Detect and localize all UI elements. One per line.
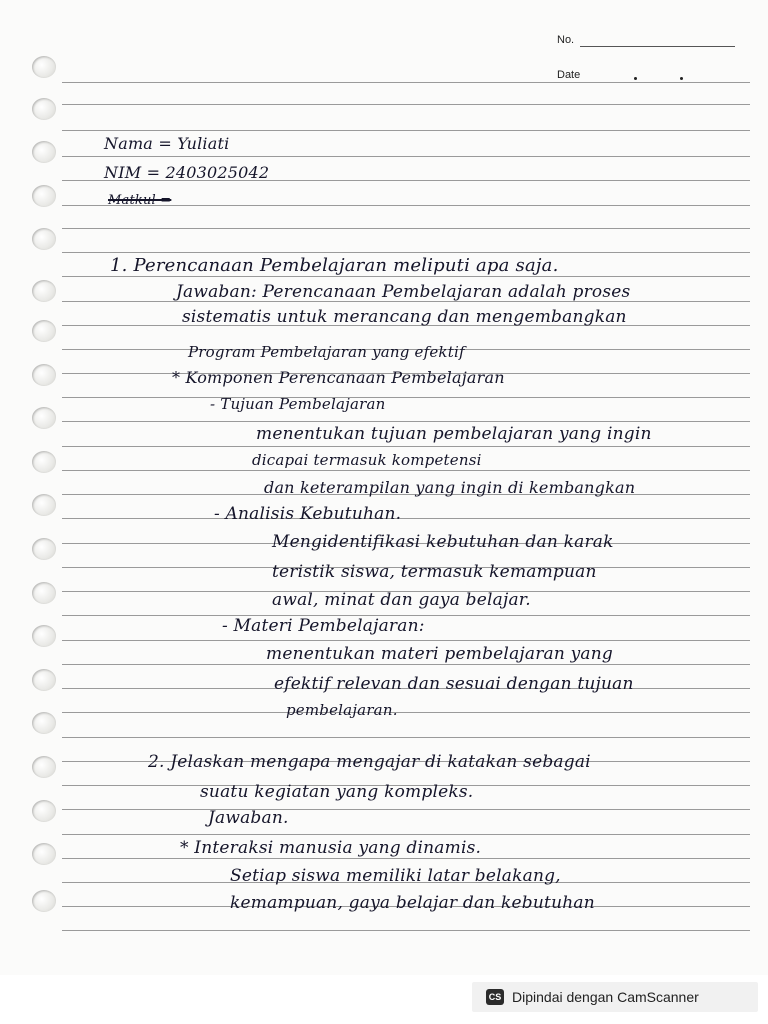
date-dot — [680, 77, 683, 80]
binder-hole — [32, 228, 56, 250]
ruled-line — [62, 421, 750, 422]
binder-hole — [32, 141, 56, 163]
ruled-line — [62, 252, 750, 253]
ruled-line — [62, 834, 750, 835]
ruled-line — [62, 104, 750, 105]
binder-hole — [32, 712, 56, 734]
student-name: Nama = Yuliati — [104, 134, 230, 153]
binder-hole — [32, 582, 56, 604]
question-2: 2. Jelaskan mengapa mengajar di katakan sebagai — [148, 752, 591, 772]
answer-line: teristik siswa, termasuk kemampuan — [272, 562, 597, 582]
binder-hole — [32, 98, 56, 120]
camscanner-label: Dipindai dengan CamScanner — [512, 989, 699, 1005]
ruled-line — [62, 397, 750, 398]
ruled-line — [62, 518, 750, 519]
answer-line: dicapai termasuk kompetensi — [252, 451, 482, 469]
camscanner-watermark — [472, 982, 758, 1012]
ruled-line — [62, 130, 750, 131]
binder-hole — [32, 625, 56, 647]
ruled-line — [62, 82, 750, 83]
course-label: Matkul = — [108, 193, 172, 208]
student-nim: NIM = 2403025042 — [104, 163, 270, 182]
binder-hole — [32, 320, 56, 342]
sub-heading: - Materi Pembelajaran: — [222, 616, 425, 636]
ruled-line — [62, 446, 750, 447]
binder-hole — [32, 800, 56, 822]
ruled-line — [62, 737, 750, 738]
answer-line: menentukan tujuan pembelajaran yang ingin — [256, 424, 652, 444]
bullet-line: * Komponen Perencanaan Pembelajaran — [172, 368, 505, 387]
bullet-line: * Interaksi manusia yang dinamis. — [180, 838, 482, 858]
binder-hole — [32, 756, 56, 778]
binder-hole — [32, 843, 56, 865]
binder-hole — [32, 451, 56, 473]
binder-hole — [32, 56, 56, 78]
date-dot — [634, 77, 637, 80]
answer-line: kemampuan, gaya belajar dan kebutuhan — [230, 893, 595, 913]
answer-line: Jawaban: Perencanaan Pembelajaran adalah proses — [176, 282, 631, 302]
binder-hole — [32, 669, 56, 691]
no-line — [580, 46, 735, 47]
ruled-line — [62, 809, 750, 810]
binder-hole — [32, 538, 56, 560]
binder-hole — [32, 185, 56, 207]
answer-line: Setiap siswa memiliki latar belakang, — [230, 866, 561, 886]
answer-line: Jawaban. — [208, 808, 289, 828]
answer-line: Program Pembelajaran yang efektif — [188, 343, 465, 361]
ruled-line — [62, 228, 750, 229]
answer-line: menentukan materi pembelajaran yang — [266, 644, 613, 664]
no-label: No. — [557, 34, 575, 46]
ruled-line — [62, 470, 750, 471]
ruled-line — [62, 640, 750, 641]
binder-hole — [32, 280, 56, 302]
question-1: 1. Perencanaan Pembelajaran meliputi apa saja. — [110, 255, 559, 276]
sub-heading: - Tujuan Pembelajaran — [210, 395, 386, 413]
camscanner-icon: CS — [486, 989, 504, 1005]
binder-hole — [32, 494, 56, 516]
answer-line: awal, minat dan gaya belajar. — [272, 590, 531, 610]
sub-heading: - Analisis Kebutuhan. — [214, 504, 402, 524]
ruled-line — [62, 712, 750, 713]
answer-line: Mengidentifikasi kebutuhan dan karak — [272, 532, 614, 552]
ruled-line — [62, 930, 750, 931]
date-label: Date — [557, 69, 581, 81]
ruled-line — [62, 664, 750, 665]
answer-line: pembelajaran. — [286, 701, 398, 719]
ruled-line — [62, 858, 750, 859]
answer-line: sistematis untuk merancang dan mengembangkan — [182, 307, 627, 327]
answer-line: dan keterampilan yang ingin di kembangkan — [264, 478, 636, 497]
binder-hole — [32, 364, 56, 386]
ruled-line — [62, 156, 750, 157]
answer-line: suatu kegiatan yang kompleks. — [200, 782, 474, 802]
binder-hole — [32, 890, 56, 912]
ruled-line — [62, 276, 750, 277]
binder-hole — [32, 407, 56, 429]
answer-line: efektif relevan dan sesuai dengan tujuan — [274, 674, 634, 694]
